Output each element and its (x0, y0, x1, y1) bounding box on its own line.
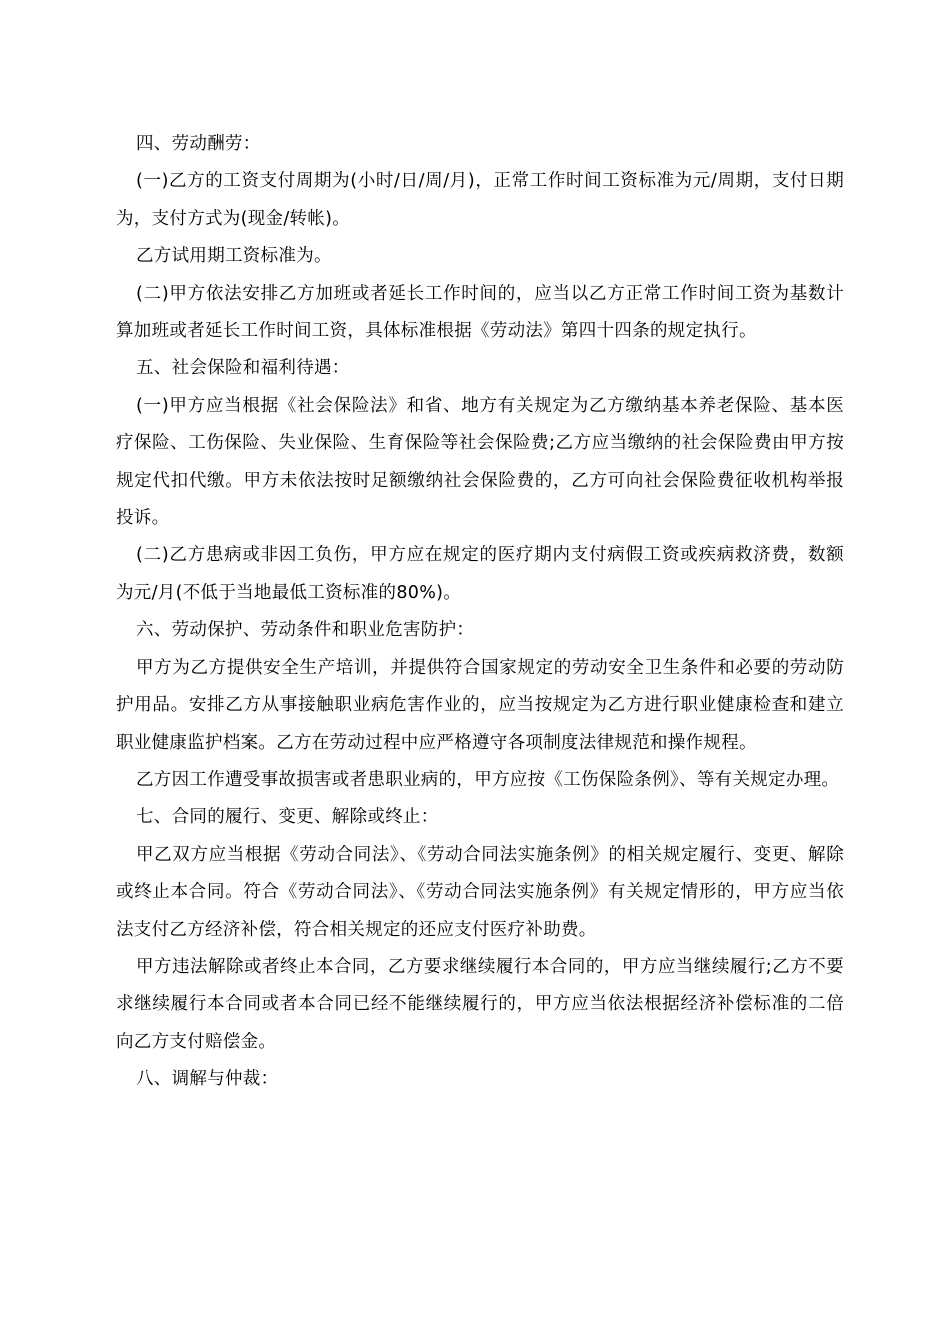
paragraph-sick-leave: (二)乙方患病或非因工负伤，甲方应在规定的医疗期内支付病假工资或疾病救济费，数额为元/月(不低于当地最低工资标准的80%)。 (116, 545, 844, 603)
section-heading-remuneration: 四、劳动酬劳： (136, 134, 261, 154)
section-heading-labor-protection: 六、劳动保护、劳动条件和职业危害防护： (136, 620, 475, 641)
paragraph-probation-wage: 乙方试用期工资标准为。 (136, 246, 332, 267)
paragraph-wage-payment: (一)乙方的工资支付周期为(小时/日/周/月)，正常工作时间工资标准为元/周期，支付日期为，支付方式为(现金/转帐)。 (116, 171, 844, 229)
paragraph-contract-changes: 甲乙双方应当根据《劳动合同法》、《劳动合同法实施条例》的相关规定履行、变更、解除或终止本合同。符合《劳动合同法》、《劳动合同法实施条例》有关规定情形的，甲方应当依法支付乙方经济补偿，符合相关规定的还应支付医疗补助费。 (116, 844, 844, 940)
document-body (116, 126, 844, 1099)
paragraph-social-insurance: (一)甲方应当根据《社会保险法》和省、地方有关规定为乙方缴纳基本养老保险、基本医疗保险、工伤保险、失业保险、生育保险等社会保险费;乙方应当缴纳的社会保险费由甲方按规定代扣代缴。甲方未依法按时足额缴纳社会保险费的，乙方可向社会保险费征收机构举报投诉。 (116, 395, 844, 529)
section-heading-contract-performance: 七、合同的履行、变更、解除或终止： (136, 807, 439, 828)
paragraph-work-injury: 乙方因工作遭受事故损害或者患职业病的，甲方应按《工伤保险条例》、等有关规定办理。 (136, 769, 840, 790)
section-heading-mediation-arbitration: 八、调解与仲裁： (136, 1069, 279, 1090)
paragraph-overtime-wage: (二)甲方依法安排乙方加班或者延长工作时间的，应当以乙方正常工作时间工资为基数计算加班或者延长工作时间工资，具体标准根据《劳动法》第四十四条的规定执行。 (116, 283, 844, 342)
paragraph-safety-training: 甲方为乙方提供安全生产培训，并提供符合国家规定的劳动安全卫生条件和必要的劳动防护用品。安排乙方从事接触职业病危害作业的，应当按规定为乙方进行职业健康检查和建立职业健康监护档案。乙方在劳动过程中应严格遵守各项制度法律规范和操作规程。 (116, 657, 844, 753)
paragraph-unlawful-termination: 甲方违法解除或者终止本合同，乙方要求继续履行本合同的，甲方应当继续履行;乙方不要求继续履行本合同或者本合同已经不能继续履行的，甲方应当依法根据经济补偿标准的二倍向乙方支付赔偿金。 (116, 956, 844, 1052)
section-heading-social-insurance: 五、社会保险和福利待遇： (136, 358, 350, 379)
